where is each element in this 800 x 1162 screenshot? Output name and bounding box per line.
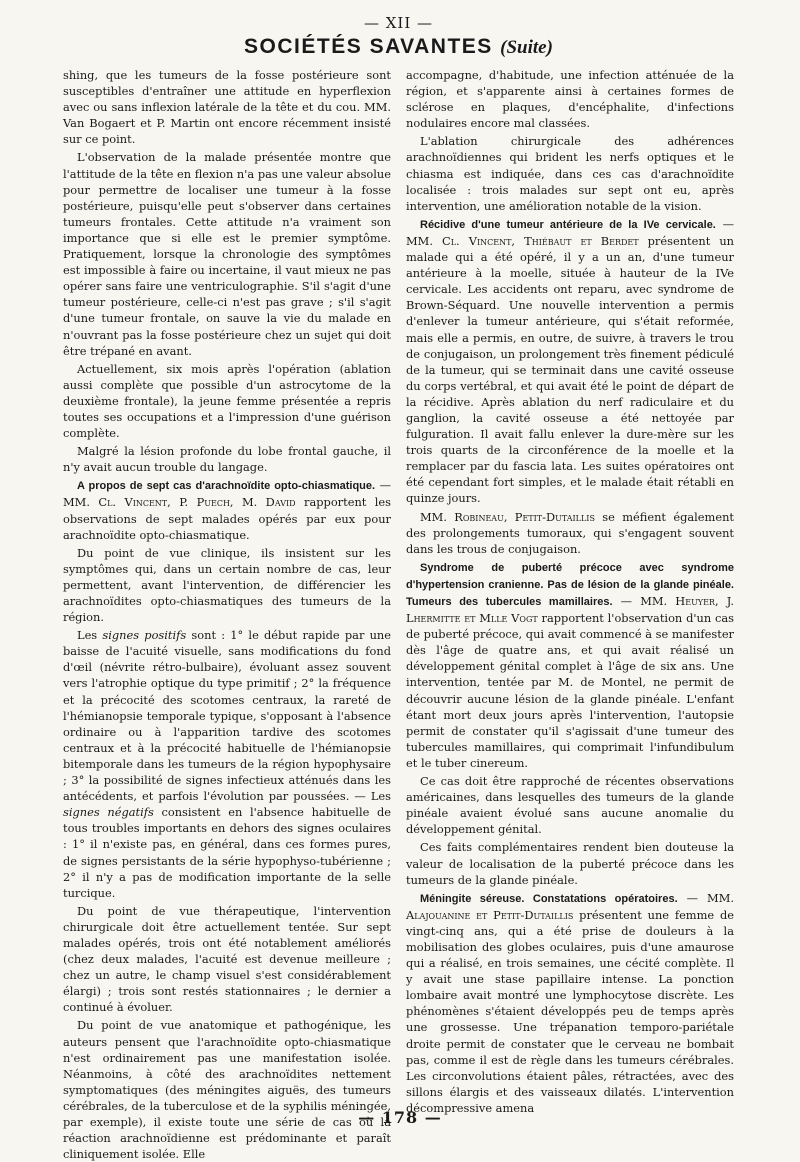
section-heading: Syndrome de puberté précoce avec syndrome d'hypertension cranienne. Pas de lésion de la glande pinéale. Tumeurs des tubercules mamillaires. — [406, 561, 734, 608]
signes-positifs: signes positifs — [102, 628, 187, 643]
paragraph: L'ablation chirurgicale des adhérences arachnoïdiennes qui brident les nerfs optiques et le chiasma est indiquée, dans ces cas d'arachnoïdite localisée : trois malades sur sept ont eu, après intervention, une amélioration notable de la vision. — [406, 134, 734, 213]
signes-negatifs: signes négatifs — [63, 805, 154, 820]
section-heading: Méningite séreuse. Constatations opératoires. — [420, 892, 678, 905]
running-title — [63, 34, 734, 61]
page-number: — 178 — — [358, 1108, 442, 1127]
section-arachnoidite — [63, 477, 391, 542]
paragraph: Ces faits complémentaires rendent bien douteuse la valeur de localisation de la puberté précoce dans les tumeurs de la glande pinéale. — [406, 840, 734, 887]
paragraph-signes — [63, 627, 391, 901]
paragraph: Du point de vue clinique, ils insistent sur les symptômes qui, dans un certain nombre de cas, leur permettent, avant l'intervention, de différencier les arachnoïdites opto-chiasmatiques des tumeurs de la région. — [63, 545, 391, 625]
mm-prefix: MM. — [420, 509, 447, 524]
section-text: se méfient également des prolongements tumoraux, qui s'engagent souvent dans les trous de conjugaison. — [406, 509, 735, 556]
roman-folio: — XII — — [363, 14, 434, 32]
paragraph: Du point de vue anatomique et pathogénique, les auteurs pensent que l'arachnoïdite opto-chiasmatique n'est ordinairement pas une manifestation isolée. Néanmoins, à côté des arachnoïdites nettement symptomatiques (des méningites aiguës, des tumeurs cérébrales, de la tuberculose et de la syphilis méningée, par exemple), il existe toute une série de cas où la réaction arachnoïdienne est prédominante et paraît cliniquement isolée. Elle — [63, 1018, 391, 1162]
text-run: Les — [77, 628, 98, 643]
paragraph: Malgré la lésion profonde du lobe frontal gauche, il n'y avait aucun trouble du langage. — [63, 444, 391, 475]
section-text: rapportent l'observation d'un cas de puberté précoce, qui avait commencé à se manifester dès l'âge de quatre ans, et qui avait réalisé un développement génital complet à l'âge de six ans. Une intervention, tentée par M. de Montel, ne permit de découvrir aucune lésion de la glande pinéale. L'enfant étant mort deux jours après l'intervention, l'autopsie permit de constater qu'il s'agissait d'une tumeur des tubercules mamillaires, qui comprimait l'infundibulum et le tuber cinereum. — [406, 611, 734, 770]
mm-prefix: — MM. — [686, 890, 734, 905]
left-column — [63, 67, 392, 1162]
paragraph: L'observation de la malade présentée montre que l'attitude de la tête en flexion n'a pas une valeur absolue pour permettre de localiser une tumeur à la fosse postérieure, puisqu'elle peut s'observer dans certaines tumeurs frontales. Cette attitude n'a vraiment son importance que si elle est le premier symptôme. Pratiquement, lorsque la chronologie des symptômes est impossible à faire ou incertaine, il vaut mieux ne pas opérer sans faire une ventriculographie. S'il s'agit d'une tumeur postérieure, celle-ci n'est pas grave ; s'il s'agit d'une tumeur frontale, on sauve la vie du malade en n'ouvrant pas la fosse postérieure chez un sujet qui doit être trépané en avant. — [63, 150, 391, 358]
authors: Heuyer, J. Lhermitte et Mlle Vogt — [406, 594, 735, 626]
authors: Robineau, Petit-Dutaillis — [454, 509, 595, 524]
right-column — [406, 67, 735, 1115]
paragraph: accompagne, d'habitude, une infection atténuée de la région, et s'apparente ainsi à certaines formes de sclérose en plaques, d'encéphalite, d'infections nodulaires encore mal classées. — [406, 68, 734, 131]
paragraph: Actuellement, six mois après l'opération (ablation aussi complète que possible d'un astrocytome de la deuxième frontale), la jeune femme présentée a repris toutes ses occupations et a l'impression d'une guérison complète. — [63, 361, 391, 441]
running-title-suite: (Suite) — [500, 37, 553, 58]
section-meningite — [406, 890, 734, 1116]
section-text: présentent un malade qui a été opéré, il y a un an, d'une tumeur antérieure à la moelle, située à hauteur de la IVe cervicale. Les accidents ont reparu, avec syndrome de Brown-Séquard. Une nouvelle intervention a permis d'enlever la tumeur antérieure, qui s'était reformée, mais elle a permis, en outre, de suivre, à travers le trou de conjugaison, un prolongement très finement pédiculé de la tumeur, qui se terminait dans une cavité osseuse du corps vertébral, et qui avait été le point de départ de la récidive. Après ablation du nerf radiculaire et du ganglion, la cavité osseuse a été nettoyée par fulguration. Il avait fallu enlever la dure-mère sur les trois quarts de la circonférence de la moelle et la remplacer par du fascia lata. Les suites opératoires ont été cependant fort simples, et le malade était rétabli en quinze jours. — [406, 233, 735, 506]
authors: Cl. Vincent, P. Puech, M. David — [98, 495, 296, 510]
paragraph: Ce cas doit être rapproché de récentes observations américaines, dans lesquelles des tumeurs de la glande pinéale avaient évolué sans aucune anomalie du développement génital. — [406, 774, 734, 837]
authors: Cl. Vincent, Thiébaut et Berdet — [442, 233, 639, 248]
authors: Alajouanine et Petit-Dutaillis — [406, 907, 574, 922]
running-title-main: SOCIÉTÉS SAVANTES — [244, 35, 493, 58]
section-text: rapportent les observations de sept malades opérés par eux pour arachnoïdite opto-chiasmatique. — [63, 495, 392, 542]
section-heading: A propos de sept cas d'arachnoïdite opto-chiasmatique. — [77, 480, 376, 493]
section-text: présentent une femme de vingt-cinq ans, qui a été prise de douleurs à la mobilisation des globes oculaires, puis d'une amaurose qui a réalisé, en trois semaines, une cécité complète. Il y avait une stase papillaire intense. La ponction lombaire avait montré une lymphocytose discrète. Les phénomènes s'étaient développés peu de temps après une grossesse. Une trépanation temporo-pariétale droite permit de constater que le cerveau ne bombait pas, comme il est de règle dans les tumeurs cérébrales. Les circonvolutions étaient pâles, rétractées, avec des sillons élargis et des vaisseaux dilatés. L'intervention décompressive amena — [406, 907, 735, 1115]
text-run: sont : 1° le début rapide par une baisse de l'acuité visuelle, sans modifications du fond d'œil (névrite rétro-bulbaire), évoluant assez souvent vers l'atrophie optique du type primitif ; 2° la fréquence et la précocité des scotomes centraux, la rareté de l'hémianopsie temporale typique, s'opposant à l'absence ordinaire ou à l'apparition tardive des scotomes centraux et à la précocité habituelle de l'hémianopsie bitemporale dans les tumeurs de la région hypophysaire ; 3° la possibilité de signes infectieux atténués dans les antécédents, et parfois l'évolution par poussées. — Les — [63, 628, 392, 804]
mm-prefix: — MM. — [63, 478, 391, 510]
paragraph-robineau — [406, 509, 734, 557]
section-puberte — [406, 559, 734, 771]
text-run: consistent en l'absence habituelle de tous troubles importants en dehors des signes oculaires : 1° il n'existe pas, en général, dans ces formes pures, de signes persistants de la série hypophyso-tubérienne ; 2° il n'y a pas de modification importante de la selle turcique. — [63, 805, 392, 900]
section-heading: Récidive d'une tumeur antérieure de la IVe cervicale. — [420, 218, 716, 231]
section-recidive — [406, 216, 734, 507]
paragraph: shing, que les tumeurs de la fosse postérieure sont susceptibles d'entraîner une attitude en hyperflexion avec ou sans inflexion latérale de la tête et du cou. MM. Van Bogaert et P. Martin ont encore récemment insisté sur ce point. — [63, 68, 391, 147]
paragraph: Du point de vue thérapeutique, l'intervention chirurgicale doit être actuellement tentée. Sur sept malades opérés, trois ont été notablement améliorés (chez deux malades, l'acuité est devenue meilleure ; chez un autre, le champ visuel s'est considérablement élargi) ; trois sont restés stationnaires ; le dernier a continué à évoluer. — [63, 903, 391, 1015]
mm-prefix: — MM. — [620, 594, 668, 608]
mm-prefix: — MM. — [406, 216, 734, 248]
